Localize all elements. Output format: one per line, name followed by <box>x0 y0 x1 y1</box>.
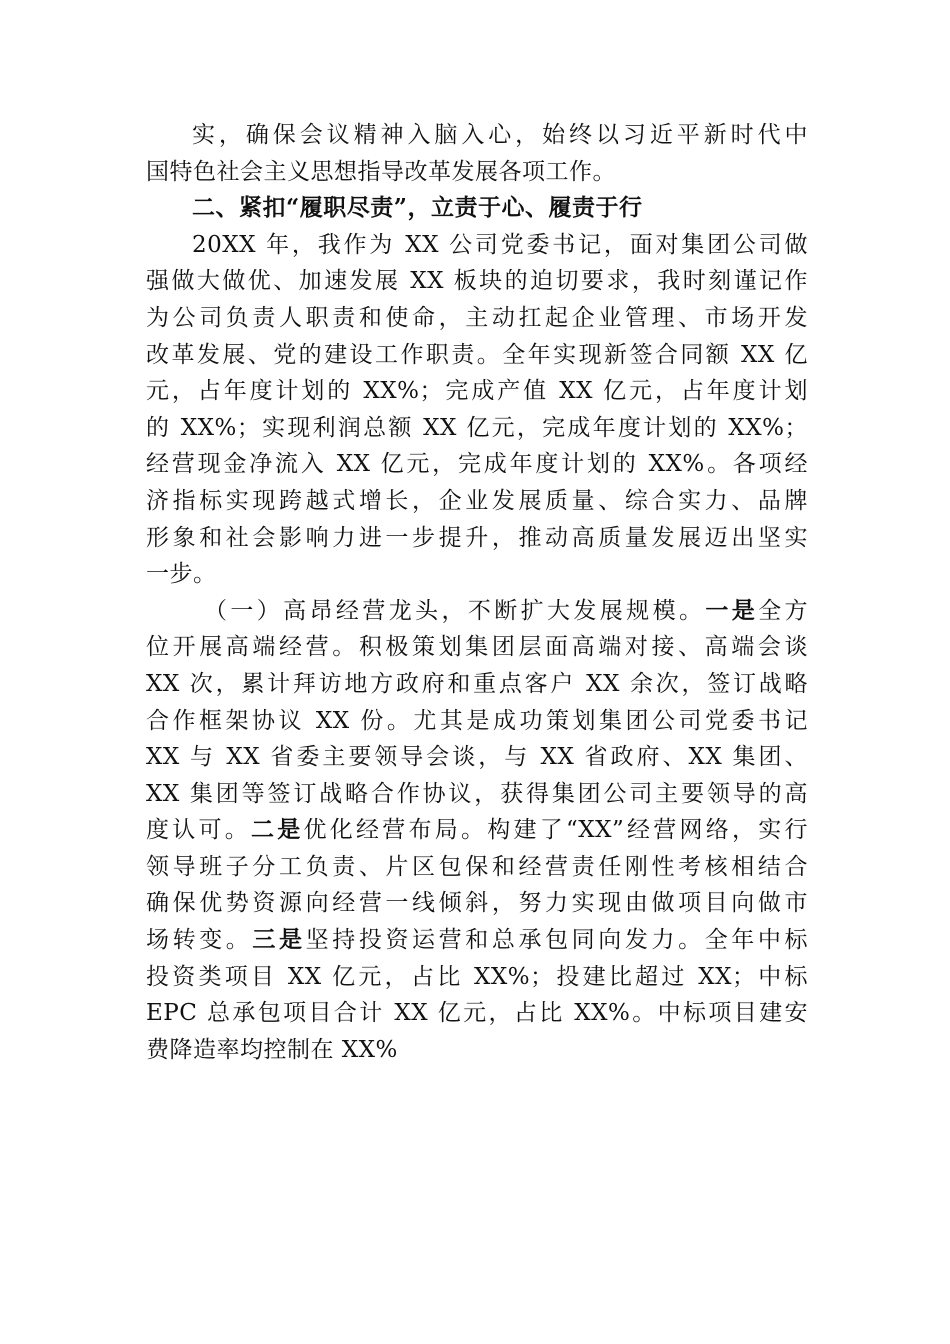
bold-marker-2: 二是 <box>251 816 304 844</box>
text-run: 全方 <box>758 597 809 624</box>
text-line <box>146 922 808 959</box>
section-heading-2 <box>146 190 808 227</box>
text-line: 位开展高端经营。积极策划集团层面高端对接、高端会谈 <box>146 634 808 661</box>
document-body <box>146 117 808 1068</box>
text-line: 费降造率均控制在 XX% <box>146 1036 398 1063</box>
paragraph-2 <box>146 227 808 593</box>
bold-marker-3: 三是 <box>252 926 306 954</box>
text-run: 优化经营布局。构建了“XX”经营网络，实行 <box>303 817 809 844</box>
text-line: 一步。 <box>146 561 217 588</box>
text-line: EPC 总承包项目合计 XX 亿元，占比 XX%。中标项目建安 <box>146 1000 808 1027</box>
text-run: 场转变。 <box>146 927 253 954</box>
text-line: 投资类项目 XX 亿元，占比 XX%；投建比超过 XX；中标 <box>146 963 808 990</box>
text-line <box>146 812 808 849</box>
text-line: 实，确保会议精神入脑入心，始终以习近平新时代中 <box>192 122 808 148</box>
paragraph-3 <box>146 593 808 1069</box>
text-run: 度认可。 <box>146 817 251 844</box>
text-line: 形象和社会影响力进一步提升，推动高质量发展迈出坚实 <box>146 524 808 551</box>
text-line: 的 XX%；实现利润总额 XX 亿元，完成年度计划的 XX%； <box>146 414 808 441</box>
text-line: 济指标实现跨越式增长，企业发展质量、综合实力、品牌 <box>146 487 808 514</box>
text-line: 合作框架协议 XX 份。尤其是成功策划集团公司党委书记 <box>146 707 808 734</box>
text-line: XX 次，累计拜访地方政府和重点客户 XX 余次，签订战略 <box>146 670 808 697</box>
section-heading: 二、紧扣“履职尽责”，立责于心、履责于行 <box>192 194 643 222</box>
text-line: 改革发展、党的建设工作职责。全年实现新签合同额 XX 亿 <box>146 341 808 368</box>
text-line: 强做大做优、加速发展 XX 板块的迫切要求，我时刻谨记作 <box>146 268 808 295</box>
text-line: XX 与 XX 省委主要领导会谈，与 XX 省政府、XX 集团、 <box>146 744 808 771</box>
text-run: 坚持投资运营和总承包同向发力。全年中标 <box>305 927 809 954</box>
text-line: 确保优势资源向经营一线倾斜，努力实现由做项目向做市 <box>146 890 808 917</box>
paragraph-1 <box>146 117 808 190</box>
subheading-1: （一）高昂经营龙头，不断扩大发展规模。 <box>204 597 706 624</box>
text-line: XX 集团等签订战略合作协议，获得集团公司主要领导的高 <box>146 780 808 807</box>
text-line: 领导班子分工负责、片区包保和经营责任刚性考核相结合 <box>146 853 808 880</box>
text-line: 20XX 年，我作为 XX 公司党委书记，面对集团公司做 <box>192 231 808 258</box>
text-line: 经营现金净流入 XX 亿元，完成年度计划的 XX%。各项经 <box>146 451 808 478</box>
text-line: 为公司负责人职责和使命，主动扛起企业管理、市场开发 <box>146 304 808 331</box>
text-line <box>146 593 808 630</box>
bold-marker-1: 一是 <box>705 596 759 624</box>
text-line: 元，占年度计划的 XX%；完成产值 XX 亿元，占年度计划 <box>146 378 808 405</box>
text-line: 国特色社会主义思想指导改革发展各项工作。 <box>146 158 616 185</box>
